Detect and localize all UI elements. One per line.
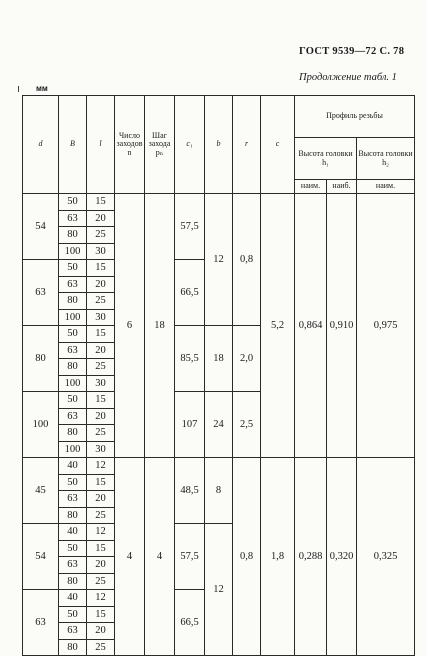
cell-l: 20 xyxy=(87,557,115,574)
cell-h2-min: 0,975 xyxy=(357,194,415,458)
cell-l: 20 xyxy=(87,408,115,425)
cell-b-width: 100 xyxy=(59,309,87,326)
cell-d: 100 xyxy=(23,392,59,458)
cell-b-width: 63 xyxy=(59,276,87,293)
table-row xyxy=(23,194,415,211)
cell-b-width: 50 xyxy=(59,194,87,211)
cell-h1-max: 0,910 xyxy=(327,194,357,458)
cell-l: 25 xyxy=(87,359,115,376)
unit-label: мм xyxy=(36,84,48,93)
cell-l: 25 xyxy=(87,639,115,656)
cell-r: 0,8 xyxy=(233,194,261,326)
cell-b-width: 100 xyxy=(59,243,87,260)
col-header-l: l xyxy=(87,96,115,194)
cell-l: 25 xyxy=(87,507,115,524)
dimensions-table xyxy=(22,95,415,656)
cell-h2-min: 0,325 xyxy=(357,458,415,656)
cell-b-width: 50 xyxy=(59,392,87,409)
cell-l: 15 xyxy=(87,606,115,623)
cell-l: 15 xyxy=(87,326,115,343)
page-reference: ГОСТ 9539—72 С. 78 xyxy=(299,46,405,57)
cell-b-width: 63 xyxy=(59,342,87,359)
cell-h1-min: 0,288 xyxy=(295,458,327,656)
cell-l: 30 xyxy=(87,375,115,392)
col-header-c1: c₁ xyxy=(175,96,205,194)
table-row xyxy=(23,458,415,475)
cell-l: 15 xyxy=(87,474,115,491)
cell-c1: 66,5 xyxy=(175,260,205,326)
cell-h1-max: 0,320 xyxy=(327,458,357,656)
margin-mark xyxy=(18,86,19,92)
cell-b: 8 xyxy=(205,458,233,524)
cell-l: 15 xyxy=(87,194,115,211)
cell-b-width: 63 xyxy=(59,557,87,574)
cell-c: 1,8 xyxy=(261,458,295,656)
cell-b-width: 80 xyxy=(59,293,87,310)
col-header-h1: Высота головки h₁ xyxy=(295,138,357,180)
cell-h1-min: 0,864 xyxy=(295,194,327,458)
col-header-profile: Профиль резьбы xyxy=(295,96,415,138)
cell-b: 24 xyxy=(205,392,233,458)
cell-starts: 6 xyxy=(115,194,145,458)
cell-starts: 4 xyxy=(115,458,145,656)
cell-r: 2,5 xyxy=(233,392,261,458)
cell-b-width: 50 xyxy=(59,474,87,491)
cell-d: 63 xyxy=(23,260,59,326)
cell-l: 12 xyxy=(87,458,115,475)
cell-r: 0,8 xyxy=(233,458,261,656)
cell-l: 20 xyxy=(87,623,115,640)
cell-c1: 107 xyxy=(175,392,205,458)
cell-l: 15 xyxy=(87,392,115,409)
cell-c1: 66,5 xyxy=(175,590,205,656)
col-header-h2: Высота головки h₂ xyxy=(357,138,415,180)
col-header-lead: Шаг захода pₙ xyxy=(145,96,175,194)
cell-l: 25 xyxy=(87,573,115,590)
cell-d: 45 xyxy=(23,458,59,524)
cell-d: 54 xyxy=(23,194,59,260)
cell-c: 5,2 xyxy=(261,194,295,458)
cell-l: 20 xyxy=(87,342,115,359)
cell-b-width: 80 xyxy=(59,425,87,442)
cell-b-width: 63 xyxy=(59,623,87,640)
cell-b-width: 100 xyxy=(59,441,87,458)
cell-c1: 85,5 xyxy=(175,326,205,392)
col-header-h2-min: наим. xyxy=(357,180,415,194)
cell-l: 20 xyxy=(87,210,115,227)
col-header-r: r xyxy=(233,96,261,194)
cell-b-width: 50 xyxy=(59,606,87,623)
cell-b-width: 80 xyxy=(59,227,87,244)
cell-l: 20 xyxy=(87,276,115,293)
cell-b-width: 63 xyxy=(59,210,87,227)
cell-b-width: 40 xyxy=(59,590,87,607)
cell-b-width: 50 xyxy=(59,260,87,277)
col-header-d: d xyxy=(23,96,59,194)
cell-d: 63 xyxy=(23,590,59,656)
cell-lead: 4 xyxy=(145,458,175,656)
cell-l: 12 xyxy=(87,524,115,541)
cell-b-width: 100 xyxy=(59,375,87,392)
col-header-starts: Число заходов n xyxy=(115,96,145,194)
cell-l: 15 xyxy=(87,540,115,557)
table-body xyxy=(23,194,415,656)
cell-l: 25 xyxy=(87,425,115,442)
cell-b-width: 80 xyxy=(59,639,87,656)
cell-b: 12 xyxy=(205,194,233,326)
cell-b-width: 80 xyxy=(59,573,87,590)
cell-b: 18 xyxy=(205,326,233,392)
cell-l: 15 xyxy=(87,260,115,277)
cell-r: 2,0 xyxy=(233,326,261,392)
col-header-h1-min: наим. xyxy=(295,180,327,194)
cell-b-width: 40 xyxy=(59,458,87,475)
cell-l: 30 xyxy=(87,441,115,458)
cell-b-width: 40 xyxy=(59,524,87,541)
cell-l: 25 xyxy=(87,227,115,244)
cell-b-width: 50 xyxy=(59,540,87,557)
cell-b-width: 63 xyxy=(59,491,87,508)
cell-b-width: 50 xyxy=(59,326,87,343)
col-header-h1-max: наиб. xyxy=(327,180,357,194)
cell-l: 30 xyxy=(87,309,115,326)
cell-l: 20 xyxy=(87,491,115,508)
col-header-b-width: B xyxy=(59,96,87,194)
cell-c1: 57,5 xyxy=(175,524,205,590)
cell-l: 30 xyxy=(87,243,115,260)
cell-b-width: 80 xyxy=(59,359,87,376)
col-header-b: b xyxy=(205,96,233,194)
cell-c1: 48,5 xyxy=(175,458,205,524)
cell-d: 54 xyxy=(23,524,59,590)
cell-d: 80 xyxy=(23,326,59,392)
cell-b: 12 xyxy=(205,524,233,656)
cell-c1: 57,5 xyxy=(175,194,205,260)
cell-b-width: 80 xyxy=(59,507,87,524)
cell-lead: 18 xyxy=(145,194,175,458)
cell-l: 25 xyxy=(87,293,115,310)
cell-b-width: 63 xyxy=(59,408,87,425)
cell-l: 12 xyxy=(87,590,115,607)
col-header-c: c xyxy=(261,96,295,194)
table-continuation-label: Продолжение табл. 1 xyxy=(299,72,397,83)
